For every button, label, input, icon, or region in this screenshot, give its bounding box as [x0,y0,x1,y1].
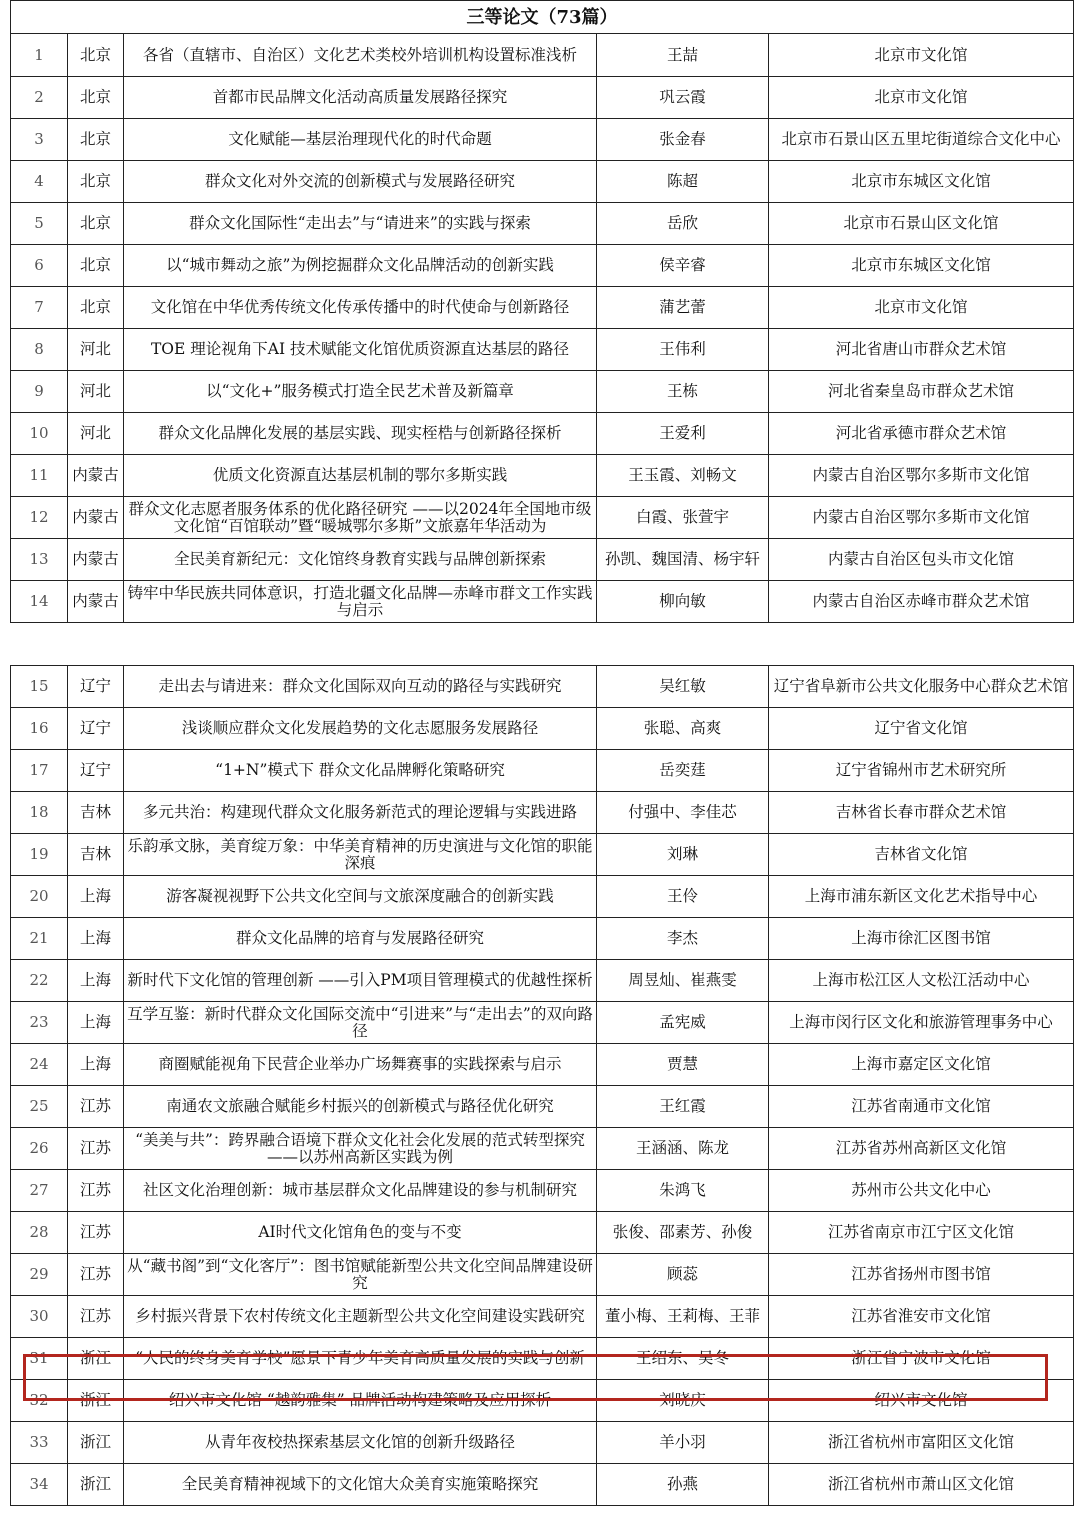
row-number: 4 [11,161,68,203]
row-unit: 上海市嘉定区文化馆 [769,1044,1074,1086]
row-region: 河北 [68,329,124,371]
table-row [11,1170,1074,1212]
row-author: 岳欣 [597,203,769,245]
table-row [11,918,1074,960]
row-number: 18 [11,792,68,834]
row-unit: 北京市文化馆 [769,34,1074,77]
row-number: 21 [11,918,68,960]
row-region: 北京 [68,34,124,77]
row-title: 全民美育新纪元：文化馆终身教育实践与品牌创新探索 [124,539,597,581]
row-unit: 江苏省南京市江宁区文化馆 [769,1212,1074,1254]
table-row [11,666,1074,708]
row-unit: 上海市徐汇区图书馆 [769,918,1074,960]
row-author: 刘晓庆 [597,1380,769,1422]
row-region: 江苏 [68,1212,124,1254]
row-author: 顾蕊 [597,1254,769,1296]
row-title: 新时代下文化馆的管理创新 ——引入PM项目管理模式的优越性探析 [124,960,597,1002]
row-unit: 吉林省文化馆 [769,834,1074,876]
row-author: 付强中、李佳芯 [597,792,769,834]
table-row [11,1422,1074,1464]
table-row [11,1338,1074,1380]
row-author: 王伟利 [597,329,769,371]
row-author: 贾慧 [597,1044,769,1086]
row-region: 上海 [68,1002,124,1044]
table-row [11,1044,1074,1086]
row-region: 北京 [68,161,124,203]
table-row [11,203,1074,245]
row-title: 从青年夜校热探索基层文化馆的创新升级路径 [124,1422,597,1464]
row-unit: 内蒙古自治区鄂尔多斯市文化馆 [769,455,1074,497]
row-region: 辽宁 [68,750,124,792]
row-author: 王栋 [597,371,769,413]
row-region: 吉林 [68,834,124,876]
row-author: 王喆 [597,34,769,77]
row-title: 群众文化品牌的培育与发展路径研究 [124,918,597,960]
table-row [11,34,1074,77]
row-title: 以“文化+”服务模式打造全民艺术普及新篇章 [124,371,597,413]
row-unit: 江苏省苏州高新区文化馆 [769,1128,1074,1170]
row-author: 李杰 [597,918,769,960]
row-number: 23 [11,1002,68,1044]
row-number: 15 [11,666,68,708]
table-row [11,161,1074,203]
row-number: 31 [11,1338,68,1380]
row-title: “人民的终身美育学校”愿景下青少年美育高质量发展的实践与创新 [124,1338,597,1380]
row-region: 上海 [68,1044,124,1086]
table-row [11,750,1074,792]
row-title: 群众文化志愿者服务体系的优化路径研究 ——以2024年全国地市级文化馆“百馆联动”暨“暖城鄂尔多斯”文旅嘉年华活动为 [124,497,597,539]
row-title: 商圈赋能视角下民营企业举办广场舞赛事的实践探索与启示 [124,1044,597,1086]
row-author: 王玉霞、刘畅文 [597,455,769,497]
row-unit: 苏州市公共文化中心 [769,1170,1074,1212]
row-region: 北京 [68,287,124,329]
table-row [11,1002,1074,1044]
row-number: 3 [11,119,68,161]
row-author: 周昱灿、崔燕雯 [597,960,769,1002]
row-author: 张聪、高爽 [597,708,769,750]
row-region: 上海 [68,960,124,1002]
table-row [11,539,1074,581]
row-title: 浅谈顺应群众文化发展趋势的文化志愿服务发展路径 [124,708,597,750]
row-author: 王爱利 [597,413,769,455]
section-title: 三等论文（73篇） [11,1,1074,34]
row-author: 董小梅、王莉梅、王菲 [597,1296,769,1338]
row-unit: 江苏省南通市文化馆 [769,1086,1074,1128]
table-row [11,77,1074,119]
row-number: 25 [11,1086,68,1128]
table-row [11,581,1074,623]
row-unit: 北京市文化馆 [769,77,1074,119]
row-region: 河北 [68,371,124,413]
row-region: 浙江 [68,1464,124,1506]
row-author: 刘琳 [597,834,769,876]
row-title: AI时代文化馆角色的变与不变 [124,1212,597,1254]
row-region: 上海 [68,876,124,918]
row-region: 江苏 [68,1254,124,1296]
row-number: 22 [11,960,68,1002]
row-number: 5 [11,203,68,245]
table-row [11,792,1074,834]
row-title: 走出去与请进来：群众文化国际双向互动的路径与实践研究 [124,666,597,708]
row-number: 34 [11,1464,68,1506]
row-unit: 河北省唐山市群众艺术馆 [769,329,1074,371]
table-row [11,329,1074,371]
row-unit: 北京市石景山区文化馆 [769,203,1074,245]
row-number: 26 [11,1128,68,1170]
table-row [11,708,1074,750]
row-title: 乡村振兴背景下农村传统文化主题新型公共文化空间建设实践研究 [124,1296,597,1338]
row-unit: 北京市东城区文化馆 [769,161,1074,203]
row-author: 巩云霞 [597,77,769,119]
row-author: 吴红敏 [597,666,769,708]
row-number: 19 [11,834,68,876]
row-author: 张金春 [597,119,769,161]
row-number: 28 [11,1212,68,1254]
row-region: 北京 [68,245,124,287]
row-number: 14 [11,581,68,623]
row-region: 江苏 [68,1296,124,1338]
row-author: 王涵涵、陈龙 [597,1128,769,1170]
award-table-2 [10,665,1074,1506]
table-row [11,287,1074,329]
row-unit: 内蒙古自治区鄂尔多斯市文化馆 [769,497,1074,539]
row-author: 张俊、邵素芳、孙俊 [597,1212,769,1254]
row-title: 群众文化国际性“走出去”与“请进来”的实践与探索 [124,203,597,245]
row-number: 29 [11,1254,68,1296]
row-title: 群众文化品牌化发展的基层实践、现实桎梏与创新路径探析 [124,413,597,455]
row-region: 北京 [68,77,124,119]
table-row [11,876,1074,918]
table-row [11,413,1074,455]
row-title: 社区文化治理创新：城市基层群众文化品牌建设的参与机制研究 [124,1170,597,1212]
row-author: 孟宪威 [597,1002,769,1044]
row-author: 侯辛睿 [597,245,769,287]
row-region: 江苏 [68,1170,124,1212]
row-unit: 辽宁省锦州市艺术研究所 [769,750,1074,792]
row-number: 30 [11,1296,68,1338]
row-title: 乐韵承文脉，美育绽万象：中华美育精神的历史演进与文化馆的职能深痕 [124,834,597,876]
row-region: 辽宁 [68,708,124,750]
table-row [11,834,1074,876]
row-author: 王伶 [597,876,769,918]
row-unit: 辽宁省阜新市公共文化服务中心群众艺术馆 [769,666,1074,708]
row-unit: 北京市石景山区五里坨街道综合文化中心 [769,119,1074,161]
row-number: 33 [11,1422,68,1464]
row-unit: 上海市浦东新区文化艺术指导中心 [769,876,1074,918]
table-row [11,371,1074,413]
row-number: 13 [11,539,68,581]
row-author: 孙燕 [597,1464,769,1506]
row-unit: 江苏省淮安市文化馆 [769,1296,1074,1338]
row-unit: 吉林省长春市群众艺术馆 [769,792,1074,834]
row-number: 11 [11,455,68,497]
table-row [11,1086,1074,1128]
row-author: 羊小羽 [597,1422,769,1464]
section-header-row [11,1,1074,34]
row-number: 17 [11,750,68,792]
row-unit: 北京市文化馆 [769,287,1074,329]
table-row [11,455,1074,497]
table-row [11,1212,1074,1254]
row-title: 优质文化资源直达基层机制的鄂尔多斯实践 [124,455,597,497]
row-unit: 辽宁省文化馆 [769,708,1074,750]
row-number: 24 [11,1044,68,1086]
row-title: 群众文化对外交流的创新模式与发展路径研究 [124,161,597,203]
row-number: 12 [11,497,68,539]
award-table-1 [10,0,1074,623]
row-region: 北京 [68,119,124,161]
row-region: 内蒙古 [68,539,124,581]
row-unit: 江苏省扬州市图书馆 [769,1254,1074,1296]
row-number: 2 [11,77,68,119]
row-unit: 上海市闵行区文化和旅游管理事务中心 [769,1002,1074,1044]
row-unit: 浙江省宁波市文化馆 [769,1338,1074,1380]
row-region: 浙江 [68,1380,124,1422]
row-author: 陈超 [597,161,769,203]
row-author: 蒲艺蕾 [597,287,769,329]
row-number: 1 [11,34,68,77]
row-number: 10 [11,413,68,455]
row-number: 7 [11,287,68,329]
row-unit: 内蒙古自治区包头市文化馆 [769,539,1074,581]
row-number: 20 [11,876,68,918]
row-title: 各省（直辖市、自治区）文化艺术类校外培训机构设置标准浅析 [124,34,597,77]
row-unit: 内蒙古自治区赤峰市群众艺术馆 [769,581,1074,623]
row-region: 内蒙古 [68,581,124,623]
row-title: 文化馆在中华优秀传统文化传承传播中的时代使命与创新路径 [124,287,597,329]
row-title: 首都市民品牌文化活动高质量发展路径探究 [124,77,597,119]
row-author: 白霞、张萱宇 [597,497,769,539]
row-title: 互学互鉴：新时代群众文化国际交流中“引进来”与“走出去”的双向路径 [124,1002,597,1044]
row-author: 王绍东、吴冬 [597,1338,769,1380]
row-number: 32 [11,1380,68,1422]
table-row [11,960,1074,1002]
table-row [11,1254,1074,1296]
table-row [11,1296,1074,1338]
row-title: 文化赋能—基层治理现代化的时代命题 [124,119,597,161]
row-region: 浙江 [68,1338,124,1380]
table-row [11,1464,1074,1506]
table-part-2 [10,665,1073,1506]
row-title: 全民美育精神视域下的文化馆大众美育实施策略探究 [124,1464,597,1506]
row-number: 9 [11,371,68,413]
table-part-1 [10,0,1073,623]
row-title: 绍兴市文化馆 “越韵雅集” 品牌活动构建策略及应用探析 [124,1380,597,1422]
row-unit: 上海市松江区人文松江活动中心 [769,960,1074,1002]
row-author: 王红霞 [597,1086,769,1128]
row-author: 柳向敏 [597,581,769,623]
row-title: 多元共治：构建现代群众文化服务新范式的理论逻辑与实践进路 [124,792,597,834]
table-row [11,119,1074,161]
row-number: 6 [11,245,68,287]
row-title: 游客凝视视野下公共文化空间与文旅深度融合的创新实践 [124,876,597,918]
table-row [11,245,1074,287]
row-author: 孙凯、魏国清、杨宇轩 [597,539,769,581]
row-unit: 河北省秦皇岛市群众艺术馆 [769,371,1074,413]
row-title: 南通农文旅融合赋能乡村振兴的创新模式与路径优化研究 [124,1086,597,1128]
row-title: 以“城市舞动之旅”为例挖掘群众文化品牌活动的创新实践 [124,245,597,287]
row-region: 辽宁 [68,666,124,708]
row-author: 朱鸿飞 [597,1170,769,1212]
row-region: 浙江 [68,1422,124,1464]
row-unit: 浙江省杭州市萧山区文化馆 [769,1464,1074,1506]
row-unit: 浙江省杭州市富阳区文化馆 [769,1422,1074,1464]
row-unit: 河北省承德市群众艺术馆 [769,413,1074,455]
row-title: “美美与共”：跨界融合语境下群众文化社会化发展的范式转型探究——以苏州高新区实践为例 [124,1128,597,1170]
row-author: 岳奕莛 [597,750,769,792]
table-row [11,1128,1074,1170]
row-unit: 北京市东城区文化馆 [769,245,1074,287]
row-region: 江苏 [68,1128,124,1170]
row-region: 吉林 [68,792,124,834]
row-region: 江苏 [68,1086,124,1128]
row-title: 从“藏书阁”到“文化客厅”：图书馆赋能新型公共文化空间品牌建设研究 [124,1254,597,1296]
row-region: 上海 [68,918,124,960]
table-row [11,497,1074,539]
row-unit: 绍兴市文化馆 [769,1380,1074,1422]
row-title: “1+N”模式下 群众文化品牌孵化策略研究 [124,750,597,792]
row-region: 内蒙古 [68,455,124,497]
row-region: 河北 [68,413,124,455]
row-region: 北京 [68,203,124,245]
row-region: 内蒙古 [68,497,124,539]
row-number: 8 [11,329,68,371]
row-number: 27 [11,1170,68,1212]
row-number: 16 [11,708,68,750]
table-row [11,1380,1074,1422]
row-title: 铸牢中华民族共同体意识，打造北疆文化品牌—赤峰市群文工作实践与启示 [124,581,597,623]
row-title: TOE 理论视角下AI 技术赋能文化馆优质资源直达基层的路径 [124,329,597,371]
